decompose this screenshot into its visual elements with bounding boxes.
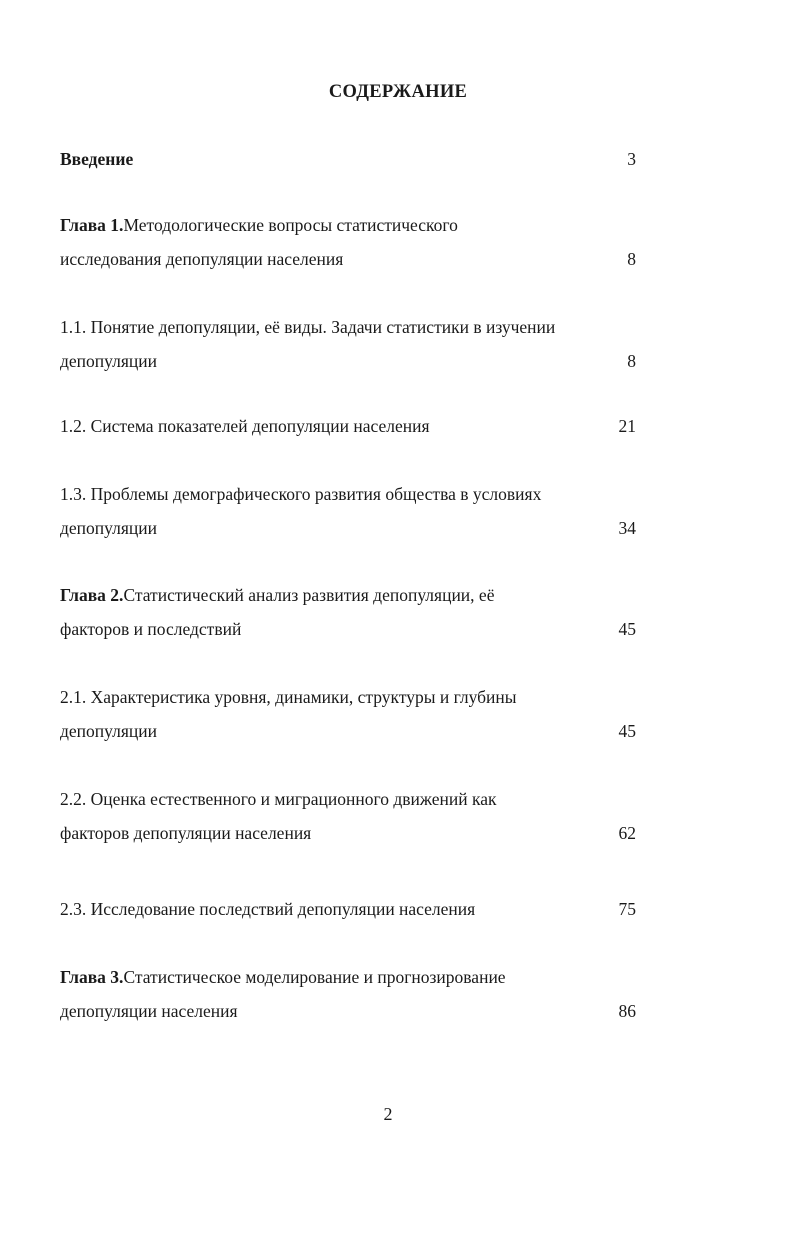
toc-entry-text: Статистический анализ развития депопуляции, её: [123, 585, 495, 605]
toc-entry-introduction[interactable]: [60, 142, 642, 176]
toc-entry-label: Глава 1.: [60, 215, 124, 235]
toc-entry-chapter-3[interactable]: [60, 960, 642, 1028]
toc-page-number: 86: [618, 1001, 636, 1021]
toc-page-number: 21: [618, 416, 636, 436]
page-number: 2: [383, 1104, 393, 1124]
toc-page-number: 3: [627, 149, 636, 169]
toc-page-number: 75: [618, 899, 636, 919]
toc-entry-chapter-1[interactable]: [60, 208, 642, 276]
toc-entry-label: Введение: [60, 149, 134, 169]
toc-entry-text: 2.2. Оценка естественного и миграционного движений как: [60, 789, 497, 809]
toc-entry-text-line2: депопуляции: [60, 721, 158, 741]
toc-entry-text: 1.2. Система показателей депопуляции населения: [60, 416, 430, 436]
toc-entry-label: Глава 2.: [60, 585, 124, 605]
toc-page-number: 8: [627, 351, 636, 371]
toc-entry-text: 1.1. Понятие депопуляции, её виды. Задачи статистики в изучении: [60, 317, 556, 337]
toc-entry-text-line2: депопуляции: [60, 518, 158, 538]
toc-entry-text-line2: депопуляции: [60, 351, 158, 371]
toc-page-number: 62: [618, 823, 636, 843]
toc-entry-label: Глава 3.: [60, 967, 124, 987]
toc-entry-text: Методологические вопросы статистического: [123, 215, 458, 235]
toc-entry-section-1-1[interactable]: [60, 310, 642, 378]
toc-page-number: 45: [618, 721, 636, 741]
toc-entry-section-1-3[interactable]: [60, 477, 642, 545]
toc-entry-text-line2: исследования депопуляции населения: [60, 249, 344, 269]
toc-entry-text-line2: депопуляции населения: [60, 1001, 238, 1021]
toc-page-number: 8: [627, 249, 636, 269]
toc-entry-section-1-2[interactable]: [60, 409, 642, 443]
toc-page-number: 45: [618, 619, 636, 639]
toc-entry-section-2-1[interactable]: [60, 680, 642, 748]
page-title: СОДЕРЖАНИЕ: [328, 82, 468, 102]
toc-entry-section-2-2[interactable]: [60, 782, 642, 850]
toc-entry-text: 2.1. Характеристика уровня, динамики, структуры и глубины: [60, 687, 517, 707]
toc-entry-text-line2: факторов и последствий: [60, 619, 242, 639]
toc-entry-section-2-3[interactable]: [60, 892, 642, 926]
toc-entry-text-line2: факторов депопуляции населения: [60, 823, 312, 843]
toc-page-number: 34: [618, 518, 636, 538]
toc-entry-text: 1.3. Проблемы демографического развития общества в условиях: [60, 484, 542, 504]
toc-entry-chapter-2[interactable]: [60, 578, 642, 646]
toc-entry-text: 2.3. Исследование последствий депопуляции населения: [60, 899, 476, 919]
toc-entry-text: Статистическое моделирование и прогнозирование: [123, 967, 506, 987]
